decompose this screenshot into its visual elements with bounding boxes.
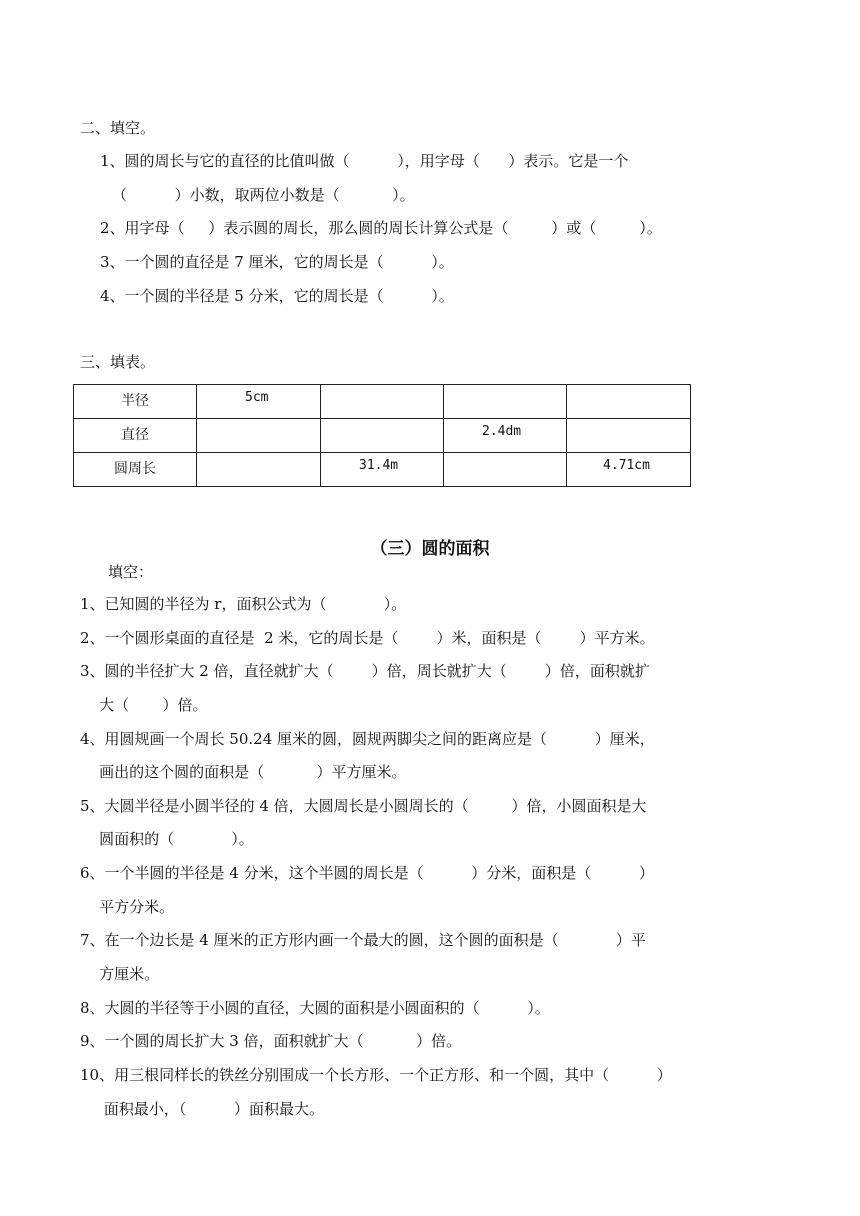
area-question-line: 画出的这个圆的面积是（ ）平方厘米。: [80, 763, 407, 781]
table-cell: [197, 453, 321, 487]
row-label: 半径: [74, 385, 197, 419]
area-question-line: 6、一个半圆的半径是 4 分米，这个半圆的周长是（ ）分米，面积是（ ）: [80, 864, 654, 882]
area-question-line: 1、已知圆的半径为 r，面积公式为（ ）。: [80, 595, 407, 613]
part2-title: 二、填空。: [80, 119, 156, 137]
table-cell: [321, 385, 444, 419]
table-cell: 31.4m: [321, 453, 444, 487]
table-cell: [197, 419, 321, 453]
table-cell: [321, 419, 444, 453]
area-question-line: 圆面积的（ ）。: [80, 830, 254, 848]
table-row-circumference: [74, 453, 691, 487]
question-1-line-2: （ ）小数，取两位小数是（ ）。: [112, 186, 415, 204]
area-question-line: 3、圆的半径扩大 2 倍，直径就扩大（ ）倍，周长就扩大（ ）倍，面积就扩: [80, 662, 650, 680]
row-label: 圆周长: [74, 453, 197, 487]
area-question-line: 2、一个圆形桌面的直径是 2 米，它的周长是（ ）米，面积是（ ）平方米。: [80, 629, 655, 647]
circle-table: [73, 384, 691, 487]
table-cell: 2.4dm: [444, 419, 567, 453]
area-question-line: 10、用三根同样长的铁丝分别围成一个长方形、一个正方形、和一个圆，其中（ ）: [80, 1066, 672, 1084]
section-subtitle: 填空：: [108, 563, 154, 581]
table-cell: [444, 385, 567, 419]
area-question-line: 平方分米。: [80, 898, 175, 916]
table-cell: [567, 419, 691, 453]
table-cell: 5cm: [197, 385, 321, 419]
row-label: 直径: [74, 419, 197, 453]
table-cell: [567, 385, 691, 419]
question-3: 3、一个圆的直径是 7 厘米，它的周长是（ ）。: [100, 253, 454, 271]
area-question-line: 8、大圆的半径等于小圆的直径，大圆的面积是小圆面积的（ ）。: [80, 999, 550, 1017]
area-question-line: 大（ ）倍。: [80, 696, 208, 714]
question-4: 4、一个圆的半径是 5 分米，它的周长是（ ）。: [100, 287, 454, 305]
table-cell: [444, 453, 567, 487]
section-heading: （三）圆的面积: [370, 539, 490, 559]
area-question-line: 方厘米。: [80, 965, 160, 983]
area-question-line: 9、一个圆的周长扩大 3 倍，面积就扩大（ ）倍。: [80, 1032, 462, 1050]
area-question-line: 4、用圆规画一个周长 50.24 厘米的圆，圆规两脚尖之间的距离应是（ ）厘米，: [80, 730, 655, 748]
area-question-line: 面积最小，（ ）面积最大。: [80, 1100, 325, 1118]
part3-title: 三、填表。: [80, 353, 156, 371]
question-2: 2、用字母（ ）表示圆的周长，那么圆的周长计算公式是（ ）或（ ）。: [100, 219, 662, 237]
table-row-radius: [74, 385, 691, 419]
area-question-line: 5、大圆半径是小圆半径的 4 倍，大圆周长是小圆周长的（ ）倍，小圆面积是大: [80, 797, 647, 815]
table-cell: 4.71cm: [567, 453, 691, 487]
question-1-line-1: 1、圆的周长与它的直径的比值叫做（ ），用字母（ ）表示。它是一个: [100, 152, 629, 170]
table-row-diameter: [74, 419, 691, 453]
area-question-line: 7、在一个边长是 4 厘米的正方形内画一个最大的圆，这个圆的面积是（ ）平: [80, 931, 646, 949]
